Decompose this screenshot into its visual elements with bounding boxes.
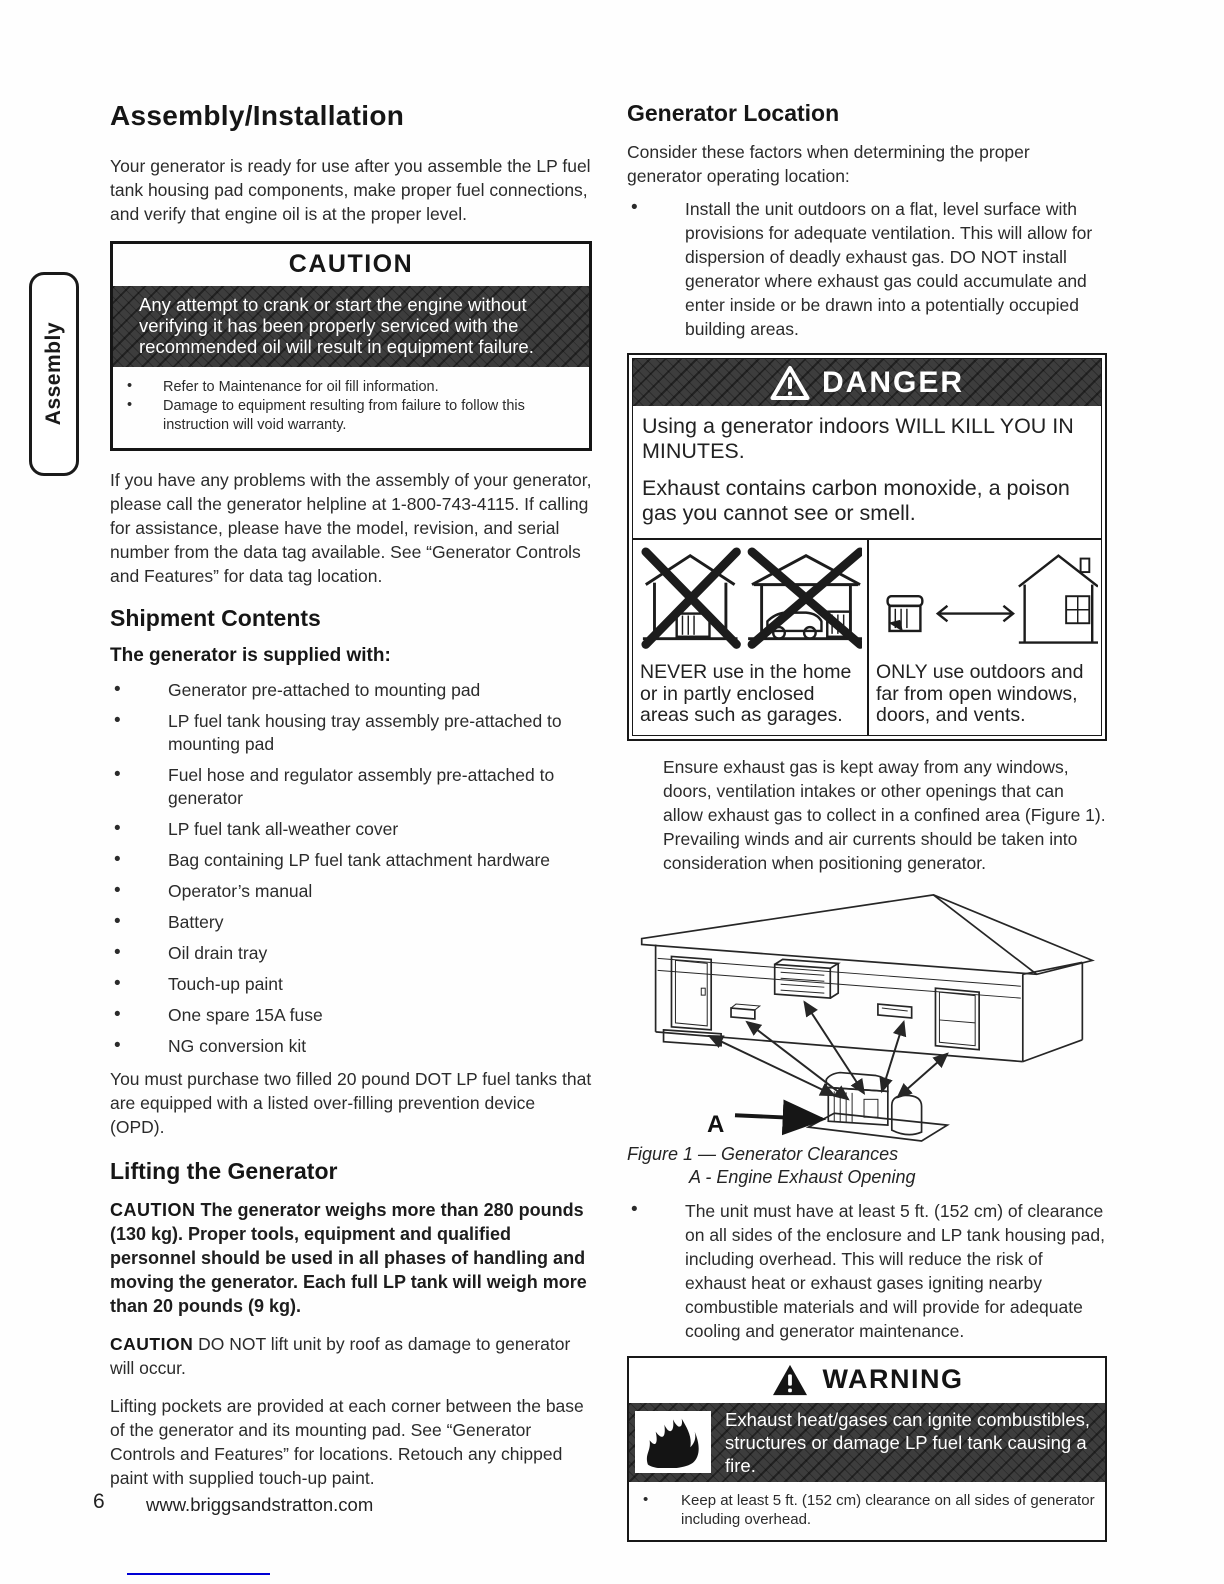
page-title: Assembly/Installation xyxy=(110,100,405,131)
danger-title: DANGER xyxy=(821,365,964,399)
caution-label: CAUTION xyxy=(110,1200,196,1220)
list-item: • Oil drain tray xyxy=(110,942,592,965)
list-item: • Battery xyxy=(110,911,592,934)
list-item: • Keep at least 5 ft. (152 cm) clearance on all sides of generator including overhead. xyxy=(629,1491,1097,1529)
location-list xyxy=(627,197,1107,341)
lifting-caution-1: CAUTION The generator weighs more than 280 pounds (130 kg). Proper tools, equipment and qualified personnel should be used in all phases of handling and moving the generator. Each full LP tank will weigh more than 20 pounds (9 kg). xyxy=(110,1200,587,1316)
pictogram-caption: ONLY use outdoors and far from open windows, doors, and vents. xyxy=(876,661,1084,726)
figure-caption-line2: A - Engine Exhaust Opening xyxy=(689,1166,916,1187)
alert-triangle-icon xyxy=(770,365,810,401)
right-column xyxy=(627,100,1107,1542)
warning-band xyxy=(629,1403,1105,1482)
caution-label: CAUTION xyxy=(110,1334,194,1354)
list-item: • LP fuel tank housing tray assembly pre-attached to mounting pad xyxy=(110,710,592,756)
pictogram-caption: NEVER use in the home or in partly enclosed areas such as garages. xyxy=(640,661,852,726)
generator-location-heading: Generator Location xyxy=(627,100,840,126)
caution-box xyxy=(110,241,592,451)
list-item: • Bag containing LP fuel tank attachment hardware xyxy=(110,849,592,872)
list-item: • Touch-up paint xyxy=(110,973,592,996)
list-item: • One spare 15A fuse xyxy=(110,1004,592,1027)
figure-caption xyxy=(627,1143,1107,1189)
assembly-section-tab xyxy=(29,272,79,476)
danger-message-1: Using a generator indoors WILL KILL YOU IN MINUTES. xyxy=(642,414,1074,463)
caution-box-title: CAUTION xyxy=(288,250,414,278)
shipment-list xyxy=(110,679,592,1058)
list-item: • Fuel hose and regulator assembly pre-attached to generator xyxy=(110,764,592,810)
assembly-tab-label: Assembly xyxy=(42,322,65,426)
caution-box-message: Any attempt to crank or start the engine without verifying it has been properly serviced with the recommended oil will result in equipment failure. xyxy=(113,286,589,367)
list-item: • NG conversion kit xyxy=(110,1035,592,1058)
warning-header xyxy=(629,1358,1105,1403)
list-item: • Damage to equipment resulting from failure to follow this instruction will void warranty. xyxy=(113,397,583,435)
figure-1-illustration: A xyxy=(627,881,1107,1143)
helpline-paragraph: If you have any problems with the assembly of your generator, please call the generator helpline at 1-800-743-4115. If calling for assistance, please have the model, revision, and serial number from the data tag available. See “Generator Controls and Features” for data tag location. xyxy=(110,470,592,586)
alert-triangle-icon xyxy=(771,1363,809,1397)
list-item: • Install the unit outdoors on a flat, level surface with provisions for adequate ventilation. This will allow for dispersion of deadly exhaust gas. DO NOT install generator where exhaust gas could accumulate and enter inside or be drawn into a potentially occupied building areas. xyxy=(627,197,1107,341)
warning-title: WARNING xyxy=(822,1364,964,1394)
footer-link-underline xyxy=(127,1573,270,1575)
fire-icon xyxy=(635,1411,711,1473)
ensure-paragraph: Ensure exhaust gas is kept away from any windows, doors, ventilation intakes or other openings that can allow exhaust gas to collect in a confined area (Figure 1). Prevailing winds and air currents should be taken into consideration when positioning generator. xyxy=(663,756,1106,873)
shipment-subtitle: The generator is supplied with: xyxy=(110,645,391,666)
danger-message-2: Exhaust contains carbon monoxide, a poison gas you cannot see or smell. xyxy=(642,476,1070,525)
figure-caption-line1: Figure 1 — Generator Clearances xyxy=(627,1143,899,1164)
shipment-contents-heading: Shipment Contents xyxy=(110,605,321,631)
pictogram-outdoors-only xyxy=(867,540,1101,735)
intro-paragraph: Your generator is ready for use after you assemble the LP fuel tank housing pad components, make proper fuel connections, and verify that engine oil is at the proper level. xyxy=(110,156,591,224)
list-item: • Operator’s manual xyxy=(110,880,592,903)
danger-header xyxy=(633,359,1101,406)
no-indoor-use-icon xyxy=(640,546,861,658)
warning-bullets xyxy=(629,1482,1105,1540)
danger-pictograms xyxy=(633,538,1101,735)
lifting-caution-2: CAUTION DO NOT lift unit by roof as damage to generator will occur. xyxy=(110,1334,571,1378)
lifting-heading: Lifting the Generator xyxy=(110,1158,338,1184)
outdoor-use-icon xyxy=(876,546,1095,658)
caution-box-bullets xyxy=(113,367,589,448)
pictogram-never-indoors xyxy=(633,540,867,735)
warning-message: Exhaust heat/gases can ignite combustibles, structures or damage LP fuel tank causing a fire. xyxy=(725,1408,1091,1476)
left-column xyxy=(110,100,592,1505)
footer-url[interactable]: www.briggsandstratton.com xyxy=(146,1494,374,1515)
warning-box xyxy=(627,1356,1107,1542)
list-item: • LP fuel tank all-weather cover xyxy=(110,818,592,841)
list-item: • The unit must have at least 5 ft. (152 cm) of clearance on all sides of the enclosure and LP tank housing pad, including overhead. This will reduce the risk of exhaust heat or exhaust gases igniting nearby combustible materials and will provide for adequate cooling and generator maintenance. xyxy=(627,1199,1107,1343)
danger-box xyxy=(627,353,1107,741)
list-item: • Generator pre-attached to mounting pad xyxy=(110,679,592,702)
page-number: 6 xyxy=(93,1490,105,1513)
list-item: • Refer to Maintenance for oil fill information. xyxy=(113,378,583,397)
purchase-note: You must purchase two filled 20 pound DOT LP fuel tanks that are equipped with a listed over-filling prevention device (OPD). xyxy=(110,1069,592,1137)
location-intro: Consider these factors when determining the proper generator operating location: xyxy=(627,142,1030,186)
lifting-pockets-paragraph: Lifting pockets are provided at each corner between the base of the generator and its mounting pad. See “Generator Controls and Features” for locations. Retouch any chipped paint with supplied touch-up paint. xyxy=(110,1396,584,1488)
clearance-list xyxy=(627,1199,1107,1343)
